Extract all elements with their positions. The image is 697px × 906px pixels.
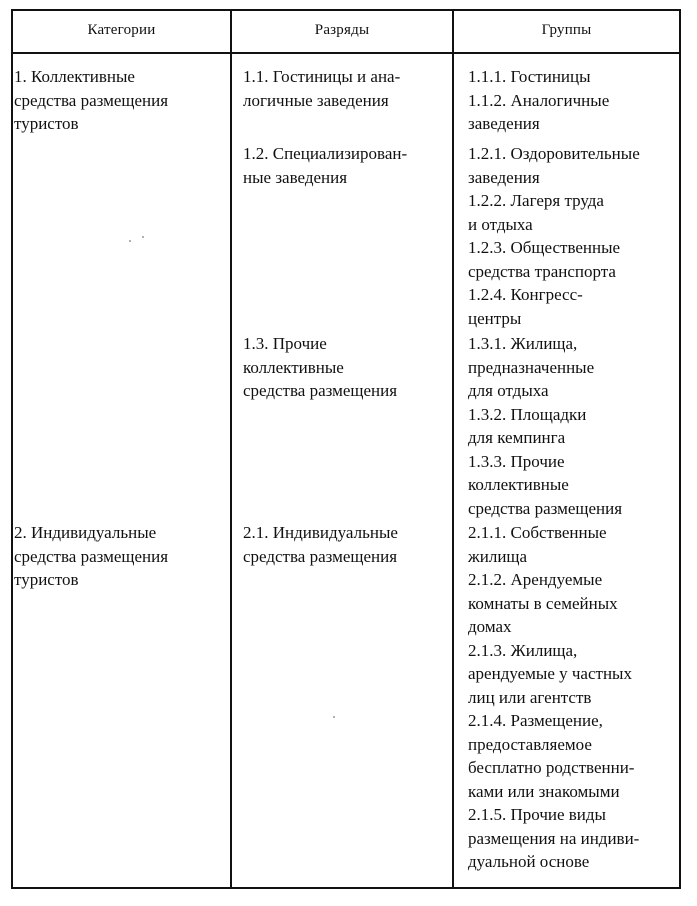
- rank-cell-1-1: 1.1. Гостиницы и ана- логичные заведения: [243, 67, 401, 110]
- category-cell-1: 1. Коллективные средства размещения туристов: [14, 67, 169, 133]
- column-divider-2: [452, 9, 454, 889]
- rank-cell-2-1: 2.1. Индивидуальные средства размещения: [243, 523, 398, 566]
- header-groups: Группы: [541, 22, 592, 38]
- groups-cell-1-3: 1.3.1. Жилища, предназначенные для отдыха 1.3.2. Площадки для кемпинга 1.3.3. Прочие коллективные средства размещения: [468, 334, 623, 518]
- scan-speck: [142, 236, 144, 238]
- groups-cell-2-1: 2.1.1. Собственные жилища 2.1.2. Арендуемые комнаты в семейных домах 2.1.3. Жилища, арендуемые у частных лиц или агентств 2.1.4. Размещение, предоставляемое бесплатно родственни- ками или знакомыми 2.1.5. Прочие виды размещения на индиви- дуальной основе: [468, 523, 640, 871]
- header-ranks: Разряды: [314, 22, 370, 38]
- scan-speck: [129, 240, 131, 242]
- column-divider-1: [230, 9, 232, 889]
- header-categories: Категории: [87, 22, 156, 38]
- scan-speck: [333, 716, 335, 718]
- rank-cell-1-2: 1.2. Специализирован- ные заведения: [243, 144, 408, 187]
- groups-cell-1-2: 1.2.1. Оздоровительные заведения 1.2.2. Лагеря труда и отдыха 1.2.3. Общественные средства транспорта 1.2.4. Конгресс- центры: [468, 144, 640, 328]
- groups-cell-1-1: 1.1.1. Гостиницы 1.1.2. Аналогичные заведения: [468, 67, 610, 133]
- category-cell-2: 2. Индивидуальные средства размещения туристов: [14, 523, 169, 589]
- rank-cell-1-3: 1.3. Прочие коллективные средства размещения: [243, 334, 398, 400]
- header-divider: [11, 52, 681, 54]
